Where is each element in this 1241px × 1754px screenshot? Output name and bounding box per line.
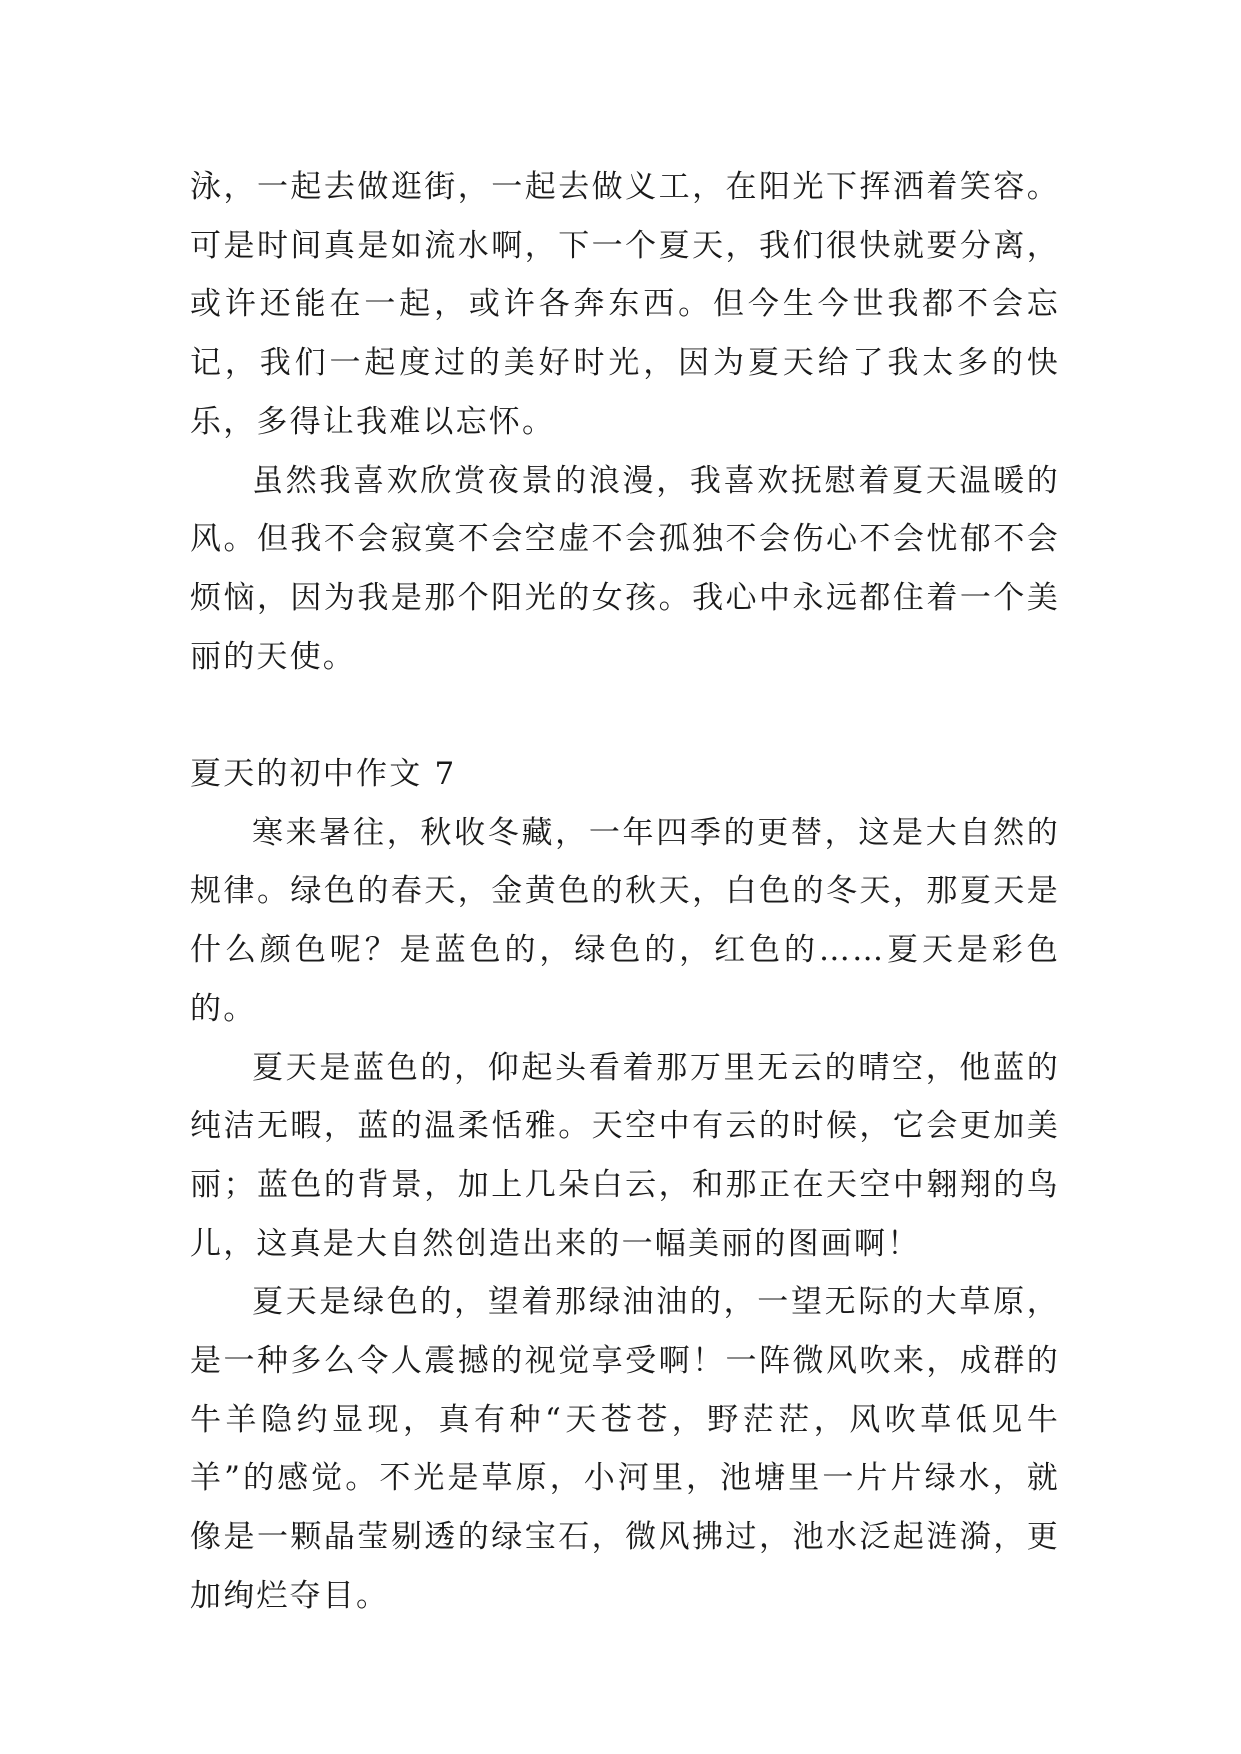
document-body <box>190 158 1060 1626</box>
paragraph: 夏天是蓝色的，仰起头看着那万里无云的晴空，他蓝的纯洁无暇，蓝的温柔恬雅。天空中有云的时候，它会更加美丽；蓝色的背景，加上几朵白云，和那正在天空中翱翔的鸟儿，这真是大自然创造出来的一幅美丽的图画啊！ <box>190 1049 1060 1262</box>
section-title: 夏天的初中作文 7 <box>190 756 457 793</box>
paragraph: 虽然我喜欢欣赏夜景的浪漫，我喜欢抚慰着夏天温暖的风。但我不会寂寞不会空虚不会孤独不会伤心不会忧郁不会烦恼，因为我是那个阳光的女孩。我心中永远都住着一个美丽的天使。 <box>190 462 1060 675</box>
paragraph: 寒来暑往，秋收冬藏，一年四季的更替，这是大自然的规律。绿色的春天，金黄色的秋天，白色的冬天，那夏天是什么颜色呢？是蓝色的，绿色的，红色的……夏天是彩色的。 <box>190 814 1060 1027</box>
paragraph-continued: 泳，一起去做逛街，一起去做义工，在阳光下挥洒着笑容。可是时间真是如流水啊，下一个夏天，我们很快就要分离，或许还能在一起，或许各奔东西。但今生今世我都不会忘记，我们一起度过的美好时光，因为夏天给了我太多的快乐，多得让我难以忘怀。 <box>190 169 1060 440</box>
paragraph: 夏天是绿色的，望着那绿油油的，一望无际的大草原，是一种多么令人震撼的视觉享受啊！一阵微风吹来，成群的牛羊隐约显现，真有种“天苍苍，野茫茫，风吹草低见牛羊”的感觉。不光是草原，小河里，池塘里一片片绿水，就像是一颗晶莹剔透的绿宝石，微风拂过，池水泛起涟漪，更加绚烂夺目。 <box>190 1284 1060 1614</box>
